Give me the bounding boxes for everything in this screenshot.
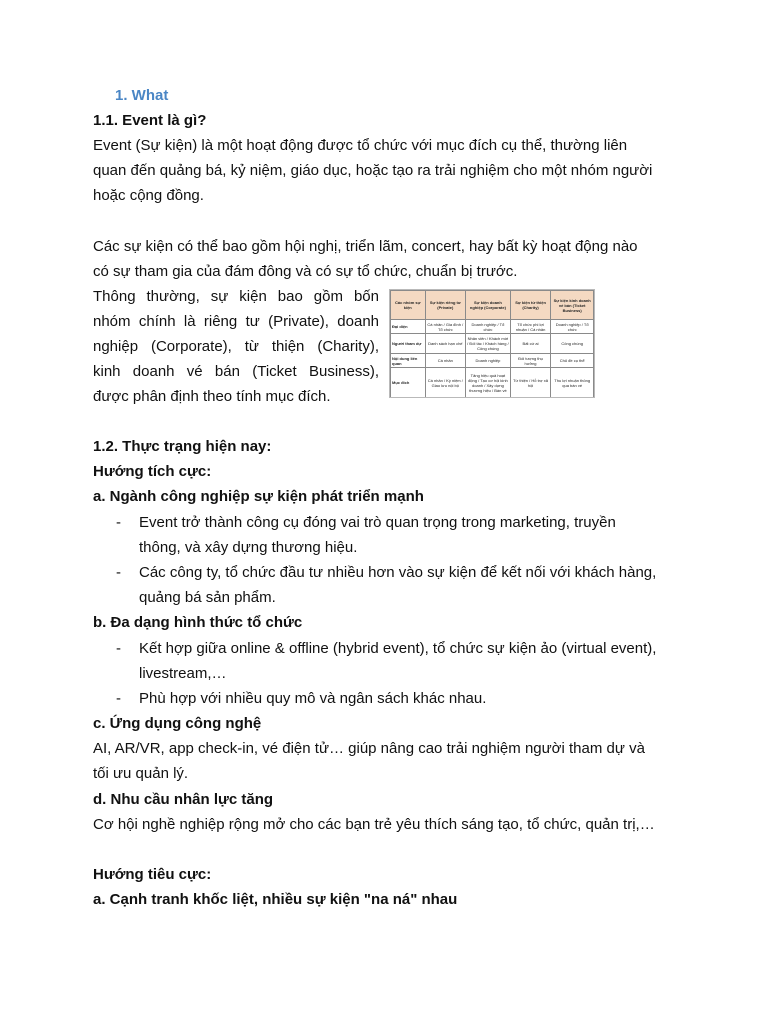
table-cell: Doanh nghiệp (466, 354, 511, 368)
paragraph-line: Các sự kiện có thể bao gồm hội nghị, triển lãm, concert, hay bất kỳ hoạt động nào (93, 238, 638, 255)
table-cell: Công chúng (551, 334, 594, 354)
table-cell: Từ thiện / Hỗ trợ xã hội (510, 368, 551, 398)
point-a-title: a. Ngành công nghiệp sự kiện phát triển mạnh (93, 488, 424, 505)
table-header-cell: Sự kiện riêng tư (Private) (425, 291, 466, 320)
paragraph-line: kinh doanh vé bán (Ticket Business), (93, 363, 379, 380)
paragraph-line: quan đến quảng bá, kỷ niệm, giáo dục, hoặc tạo ra trải nghiệm cho một nhóm người (93, 162, 653, 179)
bullet-dash: - (116, 514, 121, 531)
table-cell: Cá nhân / Gia đình / Tổ chức (425, 320, 466, 334)
table-header-row (391, 291, 594, 320)
table-cell: Người tham dự (391, 334, 426, 354)
table-cell: Doanh nghiệp / Tổ chức (551, 320, 594, 334)
table-cell: Mục đích (391, 368, 426, 398)
subheading-positive: Hướng tích cực: (93, 463, 212, 480)
paragraph-line: được phân định theo tính mục đích. (93, 388, 331, 405)
table-cell: Đối tượng thụ hưởng (510, 354, 551, 368)
bullet-text: quảng bá sản phẩm. (139, 589, 276, 606)
table-header-cell: Các nhóm sự kiện (391, 291, 426, 320)
table-cell: Nhân viên / Khách mời / Đối tác / Khách hàng / Công chúng (466, 334, 511, 354)
event-types-table-image (389, 289, 595, 398)
bullet-text: livestream,… (139, 665, 227, 682)
table-cell: Bất cứ ai (510, 334, 551, 354)
paragraph-line: Thông thường, sự kiện bao gồm bốn (93, 288, 379, 305)
paragraph-line: nhóm chính là riêng tư (Private), doanh (93, 313, 379, 330)
table-cell: Đại diện (391, 320, 426, 334)
paragraph-line: hoặc cộng đồng. (93, 187, 204, 204)
point-d-title: d. Nhu cầu nhân lực tăng (93, 791, 274, 808)
paragraph-line: AI, AR/VR, app check-in, vé điện tử… giúp nâng cao trải nghiệm người tham dự và (93, 740, 645, 757)
bullet-dash: - (116, 690, 121, 707)
table-header-cell: Sự kiện doanh nghiệp (Corporate) (466, 291, 511, 320)
bullet-text: Event trở thành công cụ đóng vai trò quan trọng trong marketing, truyền (139, 514, 616, 531)
table-row (391, 354, 594, 368)
table-cell: Danh sách hạn chế (425, 334, 466, 354)
table-row (391, 334, 594, 354)
table-cell: Cá nhân / Kỷ niệm / Giao lưu nội bộ (425, 368, 466, 398)
paragraph-line: Cơ hội nghề nghiệp rộng mở cho các bạn trẻ yêu thích sáng tạo, tổ chức, quản trị,… (93, 816, 655, 833)
bullet-text: Các công ty, tổ chức đầu tư nhiều hơn vào sự kiện để kết nối với khách hàng, (139, 564, 657, 581)
table-row (391, 368, 594, 398)
bullet-text: Phù hợp với nhiều quy mô và ngân sách khác nhau. (139, 690, 487, 707)
table-cell: Doanh nghiệp / Tổ chức (466, 320, 511, 334)
paragraph-line: nghiệp (Corporate), từ thiện (Charity), (93, 338, 379, 355)
section-heading-what: 1. What (115, 87, 169, 104)
table-cell: Chủ đề cụ thể (551, 354, 594, 368)
subheading-event-definition: 1.1. Event là gì? (93, 112, 207, 129)
table-header-cell: Sự kiện kinh doanh vé bán (Ticket Business) (551, 291, 594, 320)
bullet-dash: - (116, 640, 121, 657)
paragraph-line: tối ưu quản lý. (93, 765, 189, 782)
bullet-text: thông, và xây dựng thương hiệu. (139, 539, 358, 556)
subheading-current-state: 1.2. Thực trạng hiện nay: (93, 438, 272, 455)
table-cell: Cá nhân (425, 354, 466, 368)
table-cell: Tăng hiệu quả hoạt động / Tạo cơ hội kinh doanh / Xây dựng thương hiệu / Bán vé (466, 368, 511, 398)
table-cell: Tổ chức phi lợi nhuận / Cá nhân (510, 320, 551, 334)
bullet-text: Kết hợp giữa online & offline (hybrid event), tổ chức sự kiện ảo (virtual event), (139, 640, 657, 657)
table-row (391, 320, 594, 334)
table-cell: Nội dung liên quan (391, 354, 426, 368)
table-header-cell: Sự kiện từ thiện (Charity) (510, 291, 551, 320)
paragraph-line: Event (Sự kiện) là một hoạt động được tổ chức với mục đích cụ thể, thường liên (93, 137, 628, 154)
table-cell: Thu lợi nhuận thông qua bán vé (551, 368, 594, 398)
point-b-title: b. Đa dạng hình thức tổ chức (93, 614, 303, 631)
subheading-negative: Hướng tiêu cực: (93, 866, 212, 883)
negative-point-a-title: a. Cạnh tranh khốc liệt, nhiều sự kiện "na ná" nhau (93, 891, 458, 908)
bullet-dash: - (116, 564, 121, 581)
point-c-title: c. Ứng dụng công nghệ (93, 715, 262, 732)
paragraph-line: có sự tham gia của đám đông và có sự tổ chức, chuẩn bị trước. (93, 263, 518, 280)
event-types-table (390, 290, 594, 398)
